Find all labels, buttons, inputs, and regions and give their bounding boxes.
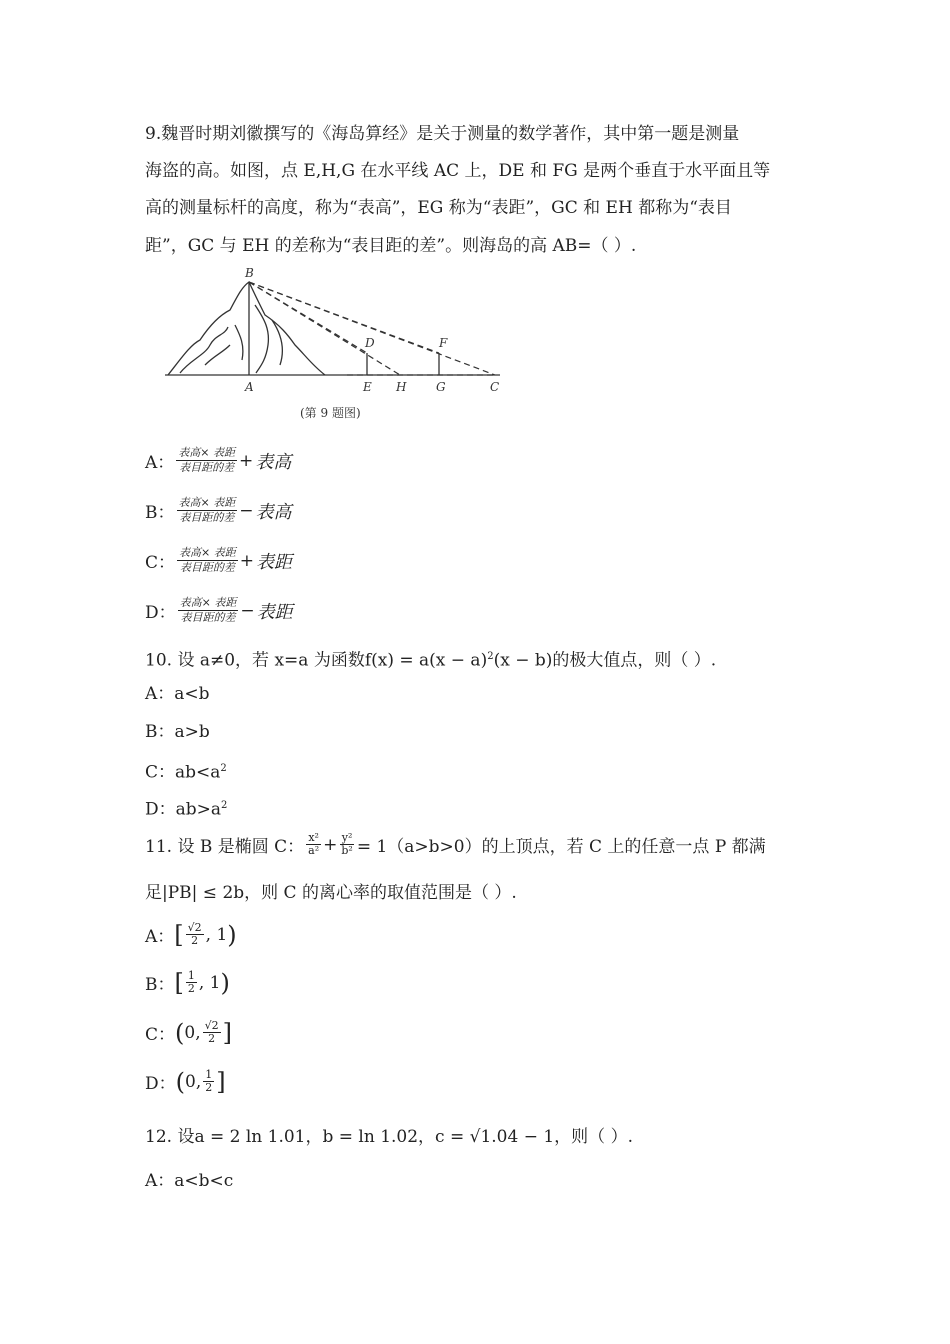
operator: + bbox=[239, 450, 254, 471]
sight-BH bbox=[249, 282, 400, 375]
figure-caption: (第 9 题图) bbox=[300, 406, 361, 420]
q9-line-3: 高的测量标杆的高度，称为“表高”，EG 称为“表距”，GC 和 EH 都称为“表目 bbox=[145, 198, 732, 218]
q11-option-c[interactable]: C： ( 0, $\frac{√2}{2}$ ] bbox=[145, 1018, 233, 1047]
option-key: D： bbox=[145, 603, 176, 623]
sight-BD bbox=[249, 282, 367, 353]
label-D: D bbox=[365, 336, 375, 350]
option-tail: 表距 bbox=[255, 551, 292, 573]
q11-option-b[interactable]: B： [ $\frac{1}{2}$ , 1 ) bbox=[145, 968, 230, 997]
q11-line-2: 足|PB| ≤ 2b，则 C 的离心率的取值范围是（ ）. bbox=[145, 883, 517, 903]
label-G: G bbox=[436, 380, 446, 394]
q10-option-c[interactable]: C：$ab<a^2$ bbox=[145, 762, 227, 783]
q9-line-4: 距”，GC 与 EH 的差称为“表目距的差”。则海岛的高 AB=（ ）. bbox=[145, 236, 637, 256]
q9-option-b[interactable] bbox=[145, 496, 291, 525]
option-tail: 表距 bbox=[256, 601, 293, 623]
q11-line-1: 11. 设 B 是椭圆 C： $\frac{\text{x²}}{\text{a²}}$ + $\frac{\text{y²}}{\text{b²}}$ = 1（a>b>0）的上顶点，若 C 上的任意一点 P 都满 bbox=[145, 831, 766, 857]
fraction: $\frac{\text{表高× 表距}}{\text{表目距的差}}$ bbox=[179, 546, 236, 574]
q10-option-a[interactable]: A：a<b bbox=[145, 684, 210, 704]
label-B: B bbox=[245, 266, 254, 280]
q11-option-a[interactable]: A： [ $\frac{√2}{2}$ , 1 ) bbox=[145, 920, 237, 949]
label-H: H bbox=[396, 380, 407, 394]
q10-option-d[interactable]: D：$ab>a^2$ bbox=[145, 799, 228, 820]
label-A: A bbox=[245, 380, 254, 394]
label-F: F bbox=[439, 336, 448, 350]
q12-stem: 12. 设a = 2 ln 1.01，b = ln 1.02，c = √1.04 − 1，则（ ）. bbox=[145, 1127, 633, 1147]
q9-line-2: 海盗的高。如图，点 E,H,G 在水平线 AC 上，DE 和 FG 是两个垂直于水平面且等 bbox=[145, 161, 771, 181]
label-E: E bbox=[363, 380, 372, 394]
island-figure bbox=[160, 265, 510, 400]
option-tail: 表高 bbox=[255, 501, 292, 523]
operator: − bbox=[240, 600, 255, 621]
q9-option-d[interactable] bbox=[145, 596, 293, 625]
fraction: $\frac{\text{表高× 表距}}{\text{表目距的差}}$ bbox=[179, 596, 237, 624]
fraction-y2-b2: $\frac{\text{y²}}{\text{b²}}$ bbox=[341, 831, 353, 857]
q12-option-a[interactable]: A：a<b<c bbox=[145, 1171, 234, 1191]
fraction: $\frac{\text{表高× 表距}}{\text{表目距的差}}$ bbox=[178, 496, 236, 524]
option-key: C： bbox=[145, 553, 176, 573]
option-tail: 表高 bbox=[255, 451, 292, 473]
q9-line-1: 9.魏晋时期刘徽撰写的《海岛算经》是关于测量的数学著作，其中第一题是测量 bbox=[145, 124, 740, 144]
option-key: B： bbox=[145, 503, 175, 523]
island-contours bbox=[180, 305, 282, 373]
operator: − bbox=[239, 500, 254, 521]
operator: + bbox=[239, 550, 254, 571]
fraction: $\frac{\text{表高× 表距}}{\text{表目距的差}}$ bbox=[178, 446, 235, 474]
q9-option-c[interactable] bbox=[145, 546, 292, 575]
label-C: C bbox=[490, 380, 500, 394]
fraction-x2-a2: $\frac{\text{x²}}{\text{a²}}$ bbox=[308, 831, 320, 857]
q9-option-a[interactable] bbox=[145, 446, 291, 475]
q10-stem: 10. 设 a≠0，若 x=a 为函数$f(x) = a(x - a)^2(x - b)$的极大值点，则（ ）. bbox=[145, 650, 717, 671]
island-outline bbox=[168, 282, 325, 375]
q11-option-d[interactable]: D： ( 0, $\frac{1}{2}$ ] bbox=[145, 1067, 226, 1096]
option-key: A： bbox=[145, 453, 175, 473]
q10-option-b[interactable]: B：a>b bbox=[145, 722, 210, 742]
sight-BF bbox=[249, 282, 439, 353]
